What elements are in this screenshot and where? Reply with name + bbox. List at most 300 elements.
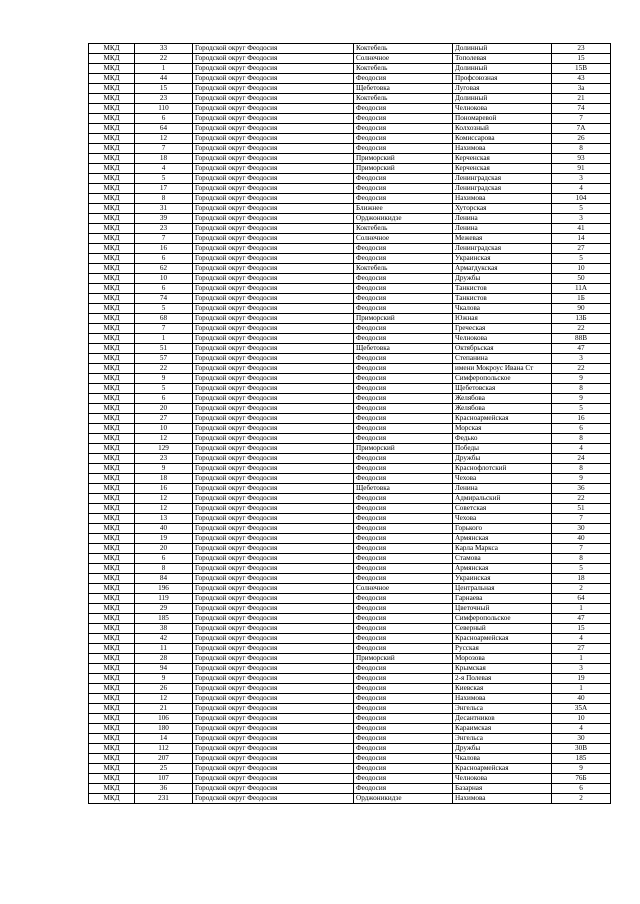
municipality-cell: Городской округ Феодосия [193,574,354,584]
street-cell: Федько [453,434,552,444]
settlement-cell: Феодосия [354,174,453,184]
settlement-cell: Феодосия [354,524,453,534]
municipality-cell: Городской округ Феодосия [193,394,354,404]
settlement-cell: Коктебель [354,94,453,104]
settlement-cell: Феодосия [354,354,453,364]
object-type-cell: МКД [89,54,135,64]
count-cell: 196 [135,584,193,594]
settlement-cell: Феодосия [354,504,453,514]
count-cell: 51 [135,344,193,354]
count-cell: 21 [135,704,193,714]
house-number-cell: 74 [552,104,611,114]
table-row [89,94,611,104]
count-cell: 44 [135,74,193,84]
object-type-cell: МКД [89,544,135,554]
house-number-cell: 88В [552,334,611,344]
table-row [89,464,611,474]
count-cell: 7 [135,324,193,334]
count-cell: 23 [135,94,193,104]
street-cell: Керченская [453,154,552,164]
count-cell: 9 [135,374,193,384]
table-row [89,294,611,304]
count-cell: 20 [135,404,193,414]
municipality-cell: Городской округ Феодосия [193,494,354,504]
housing-register-table [88,43,611,804]
municipality-cell: Городской округ Феодосия [193,74,354,84]
table-row [89,184,611,194]
street-cell: Адмиральский [453,494,552,504]
object-type-cell: МКД [89,624,135,634]
object-type-cell: МКД [89,134,135,144]
settlement-cell: Феодосия [354,744,453,754]
settlement-cell: Феодосия [354,774,453,784]
count-cell: 38 [135,624,193,634]
object-type-cell: МКД [89,44,135,54]
count-cell: 23 [135,454,193,464]
house-number-cell: 19 [552,674,611,684]
house-number-cell: 8 [552,464,611,474]
settlement-cell: Феодосия [354,434,453,444]
street-cell: Пономаревой [453,114,552,124]
settlement-cell: Феодосия [354,614,453,624]
settlement-cell: Феодосия [354,404,453,414]
object-type-cell: МКД [89,214,135,224]
object-type-cell: МКД [89,564,135,574]
object-type-cell: МКД [89,664,135,674]
street-cell: Челнокова [453,774,552,784]
table-row [89,654,611,664]
object-type-cell: МКД [89,324,135,334]
table-row [89,394,611,404]
house-number-cell: 22 [552,494,611,504]
settlement-cell: Орджоникидзе [354,214,453,224]
street-cell: Чехова [453,474,552,484]
settlement-cell: Приморский [354,154,453,164]
municipality-cell: Городской округ Феодосия [193,84,354,94]
object-type-cell: МКД [89,254,135,264]
street-cell: Ленина [453,224,552,234]
house-number-cell: 30 [552,734,611,744]
settlement-cell: Феодосия [354,424,453,434]
table-row [89,684,611,694]
count-cell: 16 [135,484,193,494]
municipality-cell: Городской округ Феодосия [193,194,354,204]
object-type-cell: МКД [89,674,135,684]
table-row [89,614,611,624]
count-cell: 22 [135,54,193,64]
object-type-cell: МКД [89,294,135,304]
table-row [89,564,611,574]
street-cell: Краснофлотский [453,464,552,474]
object-type-cell: МКД [89,774,135,784]
house-number-cell: 5 [552,564,611,574]
settlement-cell: Феодосия [354,594,453,604]
table-row [89,234,611,244]
house-number-cell: 35А [552,704,611,714]
table-row [89,554,611,564]
municipality-cell: Городской округ Феодосия [193,334,354,344]
count-cell: 23 [135,224,193,234]
street-cell: Ленина [453,214,552,224]
table-row [89,704,611,714]
house-number-cell: 8 [552,144,611,154]
object-type-cell: МКД [89,464,135,474]
street-cell: Гарнаева [453,594,552,604]
settlement-cell: Феодосия [354,734,453,744]
table-row [89,194,611,204]
table-row [89,444,611,454]
house-number-cell: 40 [552,534,611,544]
count-cell: 129 [135,444,193,454]
count-cell: 74 [135,294,193,304]
street-cell: Желябова [453,404,552,414]
house-number-cell: 5 [552,404,611,414]
street-cell: Южная [453,314,552,324]
municipality-cell: Городской округ Феодосия [193,594,354,604]
municipality-cell: Городской округ Феодосия [193,774,354,784]
object-type-cell: МКД [89,654,135,664]
table-row [89,224,611,234]
settlement-cell: Феодосия [354,544,453,554]
house-number-cell: 47 [552,614,611,624]
table-row [89,374,611,384]
municipality-cell: Городской округ Феодосия [193,694,354,704]
house-number-cell: 1 [552,604,611,614]
municipality-cell: Городской округ Феодосия [193,604,354,614]
settlement-cell: Щебетовка [354,484,453,494]
object-type-cell: МКД [89,234,135,244]
table-row [89,774,611,784]
house-number-cell: 5 [552,204,611,214]
house-number-cell: 6 [552,424,611,434]
settlement-cell: Солнечное [354,234,453,244]
settlement-cell: Феодосия [354,114,453,124]
object-type-cell: МКД [89,724,135,734]
settlement-cell: Феодосия [354,364,453,374]
municipality-cell: Городской округ Феодосия [193,684,354,694]
object-type-cell: МКД [89,184,135,194]
settlement-cell: Феодосия [354,474,453,484]
street-cell: Челнокова [453,104,552,114]
object-type-cell: МКД [89,84,135,94]
object-type-cell: МКД [89,314,135,324]
house-number-cell: 1 [552,684,611,694]
count-cell: 27 [135,414,193,424]
settlement-cell: Коктебель [354,44,453,54]
municipality-cell: Городской округ Феодосия [193,374,354,384]
street-cell: Десантников [453,714,552,724]
street-cell: Базарная [453,784,552,794]
municipality-cell: Городской округ Феодосия [193,554,354,564]
settlement-cell: Солнечное [354,54,453,64]
object-type-cell: МКД [89,714,135,724]
street-cell: Красноармейская [453,764,552,774]
object-type-cell: МКД [89,74,135,84]
street-cell: Степанина [453,354,552,364]
object-type-cell: МКД [89,524,135,534]
table-row [89,344,611,354]
settlement-cell: Феодосия [354,694,453,704]
house-number-cell: 3 [552,354,611,364]
object-type-cell: МКД [89,244,135,254]
object-type-cell: МКД [89,594,135,604]
count-cell: 17 [135,184,193,194]
count-cell: 68 [135,314,193,324]
table-row [89,534,611,544]
street-cell: Ленина [453,484,552,494]
house-number-cell: 6 [552,784,611,794]
municipality-cell: Городской округ Феодосия [193,464,354,474]
table-row [89,384,611,394]
settlement-cell: Коктебель [354,224,453,234]
settlement-cell: Ближнее [354,204,453,214]
table-row [89,664,611,674]
count-cell: 20 [135,544,193,554]
table-row [89,604,611,614]
object-type-cell: МКД [89,694,135,704]
count-cell: 5 [135,384,193,394]
street-cell: Центральная [453,584,552,594]
object-type-cell: МКД [89,344,135,354]
municipality-cell: Городской округ Феодосия [193,674,354,684]
street-cell: Северный [453,624,552,634]
object-type-cell: МКД [89,744,135,754]
object-type-cell: МКД [89,474,135,484]
municipality-cell: Городской округ Феодосия [193,454,354,464]
house-number-cell: 185 [552,754,611,764]
house-number-cell: 3а [552,84,611,94]
count-cell: 1 [135,334,193,344]
count-cell: 14 [135,734,193,744]
municipality-cell: Городской округ Феодосия [193,164,354,174]
municipality-cell: Городской округ Феодосия [193,754,354,764]
municipality-cell: Городской округ Феодосия [193,174,354,184]
street-cell: Карла Маркса [453,544,552,554]
count-cell: 231 [135,794,193,804]
municipality-cell: Городской округ Феодосия [193,444,354,454]
settlement-cell: Приморский [354,654,453,664]
municipality-cell: Городской округ Феодосия [193,104,354,114]
settlement-cell: Феодосия [354,454,453,464]
house-number-cell: 30 [552,524,611,534]
municipality-cell: Городской округ Феодосия [193,564,354,574]
object-type-cell: МКД [89,504,135,514]
object-type-cell: МКД [89,644,135,654]
street-cell: Армянская [453,534,552,544]
settlement-cell: Феодосия [354,724,453,734]
municipality-cell: Городской округ Феодосия [193,724,354,734]
street-cell: Украинская [453,254,552,264]
street-cell: Танкистов [453,284,552,294]
municipality-cell: Городской округ Феодосия [193,154,354,164]
count-cell: 106 [135,714,193,724]
table-row [89,324,611,334]
street-cell: Горького [453,524,552,534]
house-number-cell: 9 [552,394,611,404]
object-type-cell: МКД [89,794,135,804]
settlement-cell: Феодосия [354,74,453,84]
object-type-cell: МКД [89,534,135,544]
house-number-cell: 9 [552,474,611,484]
street-cell: Челнокова [453,334,552,344]
settlement-cell: Феодосия [354,304,453,314]
count-cell: 5 [135,304,193,314]
table-row [89,624,611,634]
settlement-cell: Феодосия [354,184,453,194]
municipality-cell: Городской округ Феодосия [193,504,354,514]
object-type-cell: МКД [89,164,135,174]
settlement-cell: Феодосия [354,294,453,304]
street-cell: Ленинградская [453,174,552,184]
table-row [89,484,611,494]
street-cell: Армагдукская [453,264,552,274]
house-number-cell: 93 [552,154,611,164]
count-cell: 4 [135,164,193,174]
settlement-cell: Феодосия [354,534,453,544]
table-row [89,104,611,114]
settlement-cell: Феодосия [354,384,453,394]
street-cell: Дружбы [453,744,552,754]
count-cell: 94 [135,664,193,674]
settlement-cell: Феодосия [354,514,453,524]
count-cell: 31 [135,204,193,214]
street-cell: Дружбы [453,454,552,464]
settlement-cell: Феодосия [354,674,453,684]
count-cell: 39 [135,214,193,224]
count-cell: 18 [135,154,193,164]
street-cell: 2-я Полевая [453,674,552,684]
table-row [89,364,611,374]
street-cell: Керченская [453,164,552,174]
municipality-cell: Городской округ Феодосия [193,64,354,74]
settlement-cell: Феодосия [354,714,453,724]
house-number-cell: 7 [552,544,611,554]
table-row [89,74,611,84]
street-cell: Цветочный [453,604,552,614]
house-number-cell: 9 [552,374,611,384]
municipality-cell: Городской округ Феодосия [193,474,354,484]
settlement-cell: Коктебель [354,264,453,274]
house-number-cell: 2 [552,584,611,594]
municipality-cell: Городской округ Феодосия [193,124,354,134]
table-row [89,744,611,754]
municipality-cell: Городской округ Феодосия [193,424,354,434]
table-row [89,474,611,484]
house-number-cell: 76Б [552,774,611,784]
house-number-cell: 5 [552,254,611,264]
house-number-cell: 1 [552,654,611,664]
table-row [89,694,611,704]
object-type-cell: МКД [89,424,135,434]
object-type-cell: МКД [89,614,135,624]
municipality-cell: Городской округ Феодосия [193,354,354,364]
settlement-cell: Приморский [354,314,453,324]
municipality-cell: Городской округ Феодосия [193,294,354,304]
settlement-cell: Феодосия [354,464,453,474]
object-type-cell: МКД [89,364,135,374]
count-cell: 12 [135,494,193,504]
count-cell: 22 [135,364,193,374]
settlement-cell: Феодосия [354,564,453,574]
street-cell: Украинская [453,574,552,584]
object-type-cell: МКД [89,574,135,584]
settlement-cell: Феодосия [354,784,453,794]
house-number-cell: 41 [552,224,611,234]
count-cell: 12 [135,434,193,444]
street-cell: Комиссарова [453,134,552,144]
count-cell: 10 [135,274,193,284]
count-cell: 57 [135,354,193,364]
settlement-cell: Феодосия [354,624,453,634]
table-row [89,644,611,654]
street-cell: Энгельса [453,704,552,714]
house-number-cell: 4 [552,724,611,734]
count-cell: 64 [135,124,193,134]
house-number-cell: 23 [552,44,611,54]
house-number-cell: 3 [552,174,611,184]
street-cell: имени Мокроус Ивана Ст [453,364,552,374]
house-number-cell: 27 [552,244,611,254]
municipality-cell: Городской округ Феодосия [193,324,354,334]
table-row [89,254,611,264]
table-row [89,454,611,464]
table-row [89,354,611,364]
object-type-cell: МКД [89,204,135,214]
street-cell: Морская [453,424,552,434]
object-type-cell: МКД [89,174,135,184]
house-number-cell: 8 [552,384,611,394]
street-cell: Красноармейская [453,414,552,424]
object-type-cell: МКД [89,194,135,204]
count-cell: 6 [135,284,193,294]
municipality-cell: Городской округ Феодосия [193,314,354,324]
municipality-cell: Городской округ Феодосия [193,734,354,744]
table-row [89,794,611,804]
table-row [89,594,611,604]
house-number-cell: 26 [552,134,611,144]
count-cell: 180 [135,724,193,734]
object-type-cell: МКД [89,104,135,114]
count-cell: 6 [135,554,193,564]
count-cell: 119 [135,594,193,604]
municipality-cell: Городской округ Феодосия [193,184,354,194]
municipality-cell: Городской округ Феодосия [193,634,354,644]
count-cell: 25 [135,764,193,774]
settlement-cell: Феодосия [354,414,453,424]
municipality-cell: Городской округ Феодосия [193,744,354,754]
settlement-cell: Феодосия [354,554,453,564]
settlement-cell: Феодосия [354,324,453,334]
municipality-cell: Городской округ Феодосия [193,794,354,804]
municipality-cell: Городской округ Феодосия [193,614,354,624]
table-row [89,784,611,794]
street-cell: Луговая [453,84,552,94]
count-cell: 84 [135,574,193,584]
municipality-cell: Городской округ Феодосия [193,364,354,374]
object-type-cell: МКД [89,784,135,794]
house-number-cell: 104 [552,194,611,204]
object-type-cell: МКД [89,434,135,444]
street-cell: Чехова [453,514,552,524]
table-row [89,404,611,414]
count-cell: 13 [135,514,193,524]
house-number-cell: 1Б [552,294,611,304]
table-row [89,514,611,524]
table-row [89,434,611,444]
municipality-cell: Городской округ Феодосия [193,244,354,254]
house-number-cell: 13Б [552,314,611,324]
table-row [89,134,611,144]
